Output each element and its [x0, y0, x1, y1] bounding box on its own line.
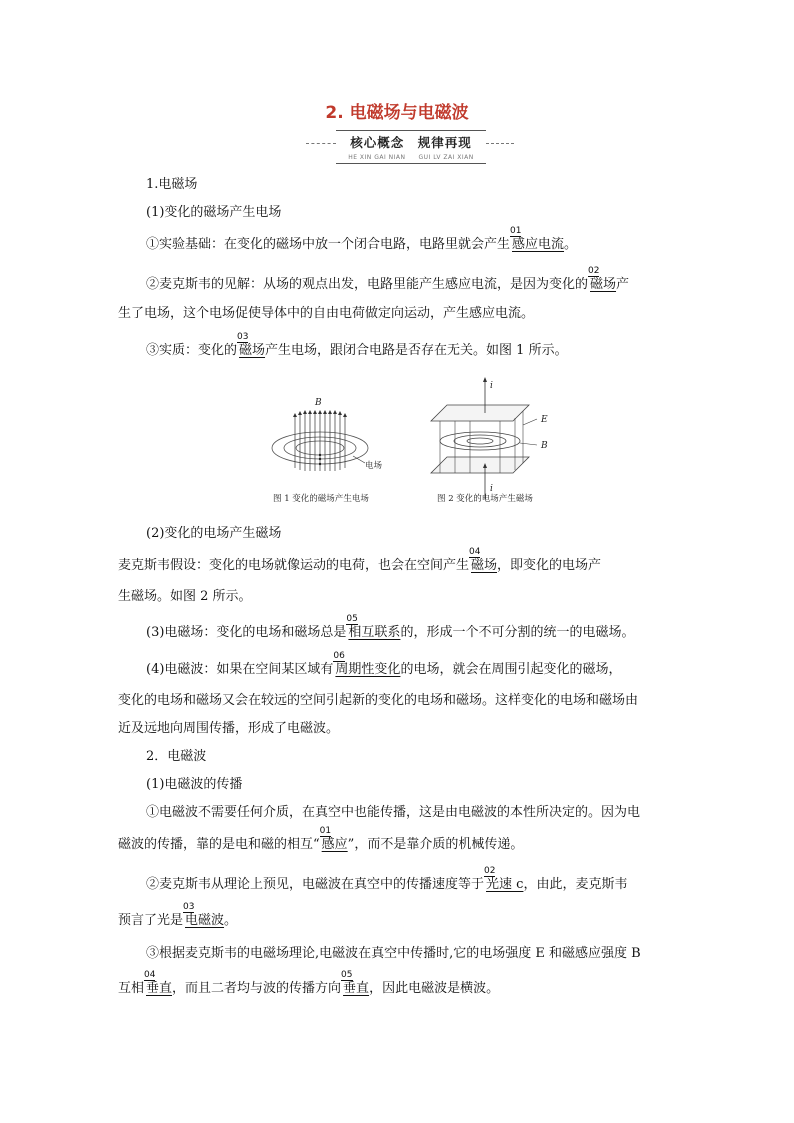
blank-02: [588, 266, 617, 294]
label-e-fig2: E: [541, 415, 548, 425]
blank-answer: 磁场: [590, 277, 617, 292]
blank-number: 06: [333, 651, 345, 661]
b-loop-mid: [454, 435, 506, 447]
paragraph-1-5: [146, 614, 635, 642]
capacitor-plate-bottom: [431, 457, 529, 473]
blank-answer: 磁场: [239, 343, 266, 358]
blank-answer: 垂直: [146, 981, 173, 996]
blank-number: 01: [510, 226, 522, 236]
section-banner: [306, 130, 514, 163]
blank-answer: 垂直: [343, 981, 370, 996]
text: 磁波的传播，靠的是电和磁的相互“: [118, 837, 320, 852]
blank-2-04: [144, 970, 173, 998]
blank-answer: 周期性变化: [335, 662, 401, 677]
text: ②麦克斯韦从理论上预见，电磁波在真空中的传播速度等于: [146, 877, 485, 892]
section-2-sub1: (1)电磁波的传播: [146, 777, 243, 792]
paragraph-1-2: [146, 266, 630, 294]
blank-answer: 光速 c: [486, 877, 524, 892]
paragraph-2-1: ①电磁波不需要任何介质，在真空中也能传播，这是由电磁波的本性所决定的。因为电: [146, 805, 641, 820]
text: 产生电场，跟闭合电路是否存在无关。如图 1 所示。: [265, 343, 568, 358]
page-title: 2. 电磁场与电磁波: [325, 103, 469, 123]
paragraph-1-6-cont1: 变化的电场和磁场又会在较远的空间引起新的变化的电场和磁场。这样变化的电场和磁场由: [118, 693, 639, 708]
text: (3)电磁场：变化的电场和磁场总是: [146, 625, 347, 640]
paragraph-2-3-cont: [118, 970, 500, 998]
text: ”，而不是靠介质的机械传递。: [347, 837, 524, 852]
text: ，即变化的电场产: [497, 558, 602, 573]
text: 产: [616, 277, 630, 292]
blank-01: [510, 226, 565, 254]
section-1-heading: 1.电磁场: [146, 177, 198, 192]
blank-2-02: [484, 866, 524, 894]
text: 互相: [118, 981, 145, 996]
current-arrow-top: [483, 377, 487, 382]
paragraph-1-4: [118, 547, 602, 575]
b-loop-inner: [467, 438, 493, 444]
text: ，而且二者均与波的传播方向: [172, 981, 342, 996]
blank-2-05: [341, 970, 370, 998]
text: ，由此，麦克斯韦: [523, 877, 628, 892]
banner-pinyin: HE XIN GAI NIAN GUI LV ZAI XIAN: [348, 154, 474, 161]
blank-number: 05: [341, 970, 353, 980]
blank-number: 04: [469, 547, 481, 557]
blank-2-01: [319, 826, 348, 854]
b-label-leader: [520, 443, 537, 445]
figure-1: [272, 398, 383, 504]
figure-1-caption: 图 1 变化的磁场产生电场: [273, 494, 369, 504]
blank-number: 03: [183, 902, 195, 912]
text: 预言了光是: [118, 913, 184, 928]
text: 的电场，就会在周围引起变化的磁场，: [400, 662, 622, 677]
blank-answer: 相互联系: [348, 625, 401, 640]
banner-box: [336, 130, 486, 164]
paragraph-2-3: ③根据麦克斯韦的电磁场理论,电磁波在真空中传播时,它的电场强度 E 和磁感应强度 B: [146, 946, 641, 961]
text: 的，形成一个不可分割的统一的电磁场。: [400, 625, 635, 640]
capacitor-plate-top: [431, 405, 529, 421]
paragraph-1-6-cont2: 近及远地向周围传播，形成了电磁波。: [118, 721, 340, 736]
paragraph-1-4-cont: 生磁场。如图 2 所示。: [118, 589, 252, 604]
text: ，因此电磁波是横波。: [369, 981, 500, 996]
blank-number: 04: [144, 970, 156, 980]
section-1-sub2: (2)变化的电场产生磁场: [146, 526, 282, 541]
blank-answer: 磁场: [471, 558, 498, 573]
blank-number: 01: [319, 826, 332, 836]
paragraph-2-2: [146, 866, 628, 894]
blank-03: [237, 332, 266, 360]
label-field-fig1: 电场: [365, 461, 383, 471]
text: 。: [224, 913, 238, 928]
e-label-leader: [523, 419, 537, 425]
label-i-top: i: [490, 381, 493, 391]
blank-answer: 感应电流: [512, 237, 565, 252]
blank-number: 02: [484, 866, 496, 876]
label-b-fig2: B: [541, 441, 548, 451]
figure-2-caption: 图 2 变化的电场产生磁场: [437, 494, 533, 504]
paragraph-1-2-cont: 生了电场，这个电场促使导体中的自由电荷做定向运动，产生感应电流。: [118, 306, 535, 321]
blank-06: [333, 651, 401, 679]
banner-rule-right: [486, 143, 514, 144]
text: ①实验基础：在变化的磁场中放一个闭合电路，电路里就会产生: [146, 237, 511, 252]
banner-main-text: 核心概念 规律再现: [350, 135, 472, 150]
blank-number: 05: [346, 614, 358, 624]
loop-direction-dots: [319, 454, 321, 465]
b-field-lines: [295, 413, 345, 471]
label-i-bottom: i: [490, 484, 493, 494]
paragraph-1-6: [146, 651, 622, 679]
text: (4)电磁波：如果在空间某区域有: [146, 662, 334, 677]
paragraph-1-1: [146, 226, 578, 254]
section-2-heading: 2．电磁波: [146, 749, 207, 764]
blank-answer: 感应: [321, 837, 348, 852]
blank-answer: 电磁波: [185, 913, 225, 928]
text: 麦克斯韦假设：变化的电场就像运动的电荷，也会在空间产生: [118, 558, 470, 573]
paragraph-1-3: [146, 332, 568, 360]
figures-illustration: [265, 373, 561, 511]
blank-2-03: [183, 902, 225, 930]
paragraph-2-2-cont: [118, 902, 238, 930]
text: ②麦克斯韦的见解：从场的观点出发，电路里能产生感应电流，是因为变化的: [146, 277, 589, 292]
text: ③实质：变化的: [146, 343, 238, 358]
blank-05: [346, 614, 401, 642]
figure-2: [431, 377, 548, 504]
blank-number: 02: [588, 266, 600, 276]
banner-rule-left: [306, 143, 336, 144]
label-b-fig1: B: [315, 398, 322, 408]
paragraph-2-1-cont: [118, 826, 524, 854]
section-1-sub1: (1)变化的磁场产生电场: [146, 205, 282, 220]
blank-number: 03: [237, 332, 249, 342]
blank-04: [469, 547, 498, 575]
text: 。: [564, 237, 578, 252]
